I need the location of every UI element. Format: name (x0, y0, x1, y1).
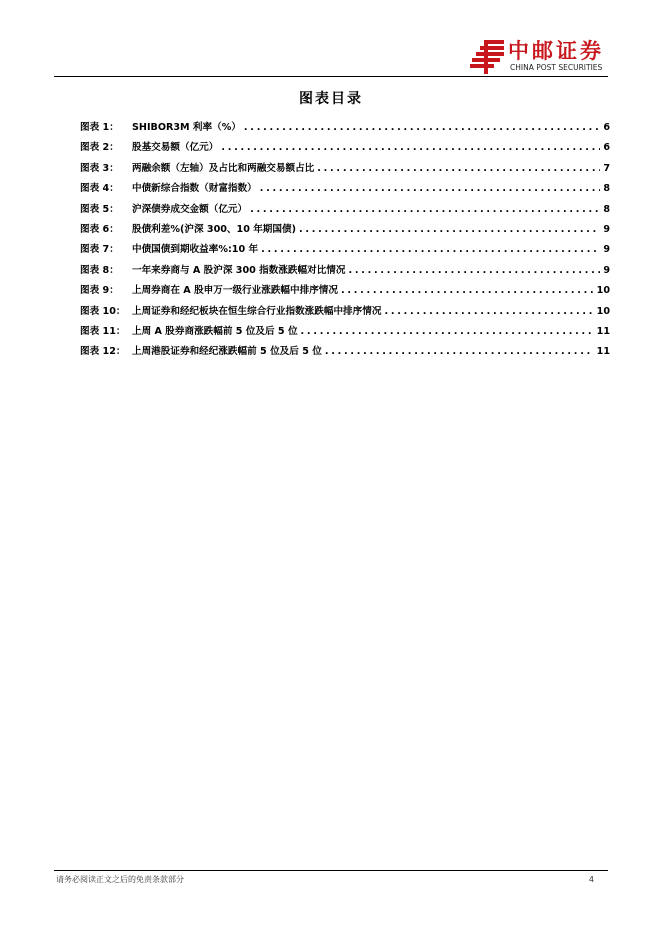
toc-entry-page: 10 (596, 305, 610, 317)
toc-entry[interactable] (80, 119, 610, 139)
toc-entry[interactable] (80, 282, 610, 302)
toc-entry-page: 11 (596, 325, 610, 337)
toc-entry-page: 7 (603, 162, 610, 174)
toc-entry[interactable] (80, 323, 610, 343)
header-divider (54, 76, 608, 77)
toc-entry-page: 6 (603, 142, 610, 154)
page-number: 4 (588, 875, 594, 884)
toc-entry-label: 图表 1： (80, 122, 119, 133)
toc-dot-leader (299, 224, 600, 235)
toc-entry-title: 上周券商在 A 股申万一级行业涨跌幅中排序情况 (132, 285, 338, 297)
toc-entry[interactable] (80, 343, 610, 363)
toc-entry-page: 8 (603, 183, 610, 195)
toc-entry-label: 图表 7： (80, 244, 119, 256)
toc-entry-title: 两融余额（左轴）及占比和两融交易额占比 (132, 162, 315, 174)
toc-entry-page: 9 (603, 223, 610, 235)
toc-entry-title: 上周 A 股券商涨跌幅前 5 位及后 5 位 (132, 325, 298, 337)
toc-entry-title: 中债国债到期收益率%:10 年 (132, 244, 259, 256)
toc-entry[interactable] (80, 241, 610, 261)
toc-entry-label: 图表 2： (80, 142, 119, 154)
toc-dot-leader (261, 244, 600, 255)
toc-entry[interactable] (80, 139, 610, 159)
toc-entry-page: 6 (603, 122, 610, 133)
china-post-logo-icon (470, 40, 506, 74)
toc-entry-label: 图表 5： (80, 203, 119, 215)
toc-entry[interactable] (80, 262, 610, 282)
toc-dot-leader (260, 183, 601, 194)
toc-entry-title: 股债利差%(沪深 300、10 年期国债) (132, 223, 296, 235)
toc-entry[interactable] (80, 303, 610, 323)
toc-entry-label: 图表 8： (80, 264, 119, 276)
toc-entry-label: 图表 12： (80, 346, 126, 358)
company-logo (470, 38, 615, 78)
toc-dot-leader (384, 306, 593, 317)
toc-entry-title: 上周证券和经纪板块在恒生综合行业指数涨跌幅中排序情况 (132, 305, 382, 317)
toc-dot-leader (341, 285, 594, 296)
toc-title: 图表目录 (299, 91, 363, 107)
toc-dot-leader (325, 346, 594, 357)
toc-dot-leader (250, 204, 600, 215)
footer-divider (54, 870, 608, 871)
toc-dot-leader (244, 122, 600, 133)
logo-english-text: CHINA POST SECURITIES (510, 63, 603, 72)
toc-entry-label: 图表 10： (80, 305, 126, 317)
toc-dot-leader (221, 142, 600, 153)
toc-entry-label: 图表 6： (80, 223, 119, 235)
toc-entry-label: 图表 3： (80, 162, 119, 174)
toc-dot-leader (317, 163, 600, 174)
toc-entry-title: 股基交易额（亿元） (132, 142, 219, 154)
toc-entry[interactable] (80, 221, 610, 241)
toc-entry-label: 图表 4： (80, 183, 119, 195)
toc-entry-label: 图表 11： (80, 325, 126, 337)
toc-entry-title: SHIBOR3M 利率（%） (132, 122, 241, 133)
toc-entry-label: 图表 9： (80, 285, 119, 297)
toc-dot-leader (301, 326, 594, 337)
toc-entry-page: 11 (596, 346, 610, 358)
toc-dot-leader (349, 265, 601, 276)
toc-entry-title: 沪深债券成交金额（亿元） (132, 203, 248, 215)
toc-entry[interactable] (80, 201, 610, 221)
toc-entry-page: 9 (603, 244, 610, 256)
toc-entry-page: 10 (596, 285, 610, 297)
toc-entry[interactable] (80, 160, 610, 180)
logo-chinese-text: 中邮证券 (508, 39, 604, 63)
toc-entry-title: 一年来券商与 A 股沪深 300 指数涨跌幅对比情况 (132, 264, 346, 276)
toc-entry-title: 上周港股证券和经纪涨跌幅前 5 位及后 5 位 (132, 346, 322, 358)
toc-entry-page: 9 (603, 264, 610, 276)
toc-entry-title: 中债新综合指数（财富指数） (132, 183, 257, 195)
footer-disclaimer: 请务必阅读正文之后的免责条款部分 (56, 875, 184, 884)
toc-list (80, 119, 610, 364)
toc-entry[interactable] (80, 180, 610, 200)
toc-entry-page: 8 (603, 203, 610, 215)
